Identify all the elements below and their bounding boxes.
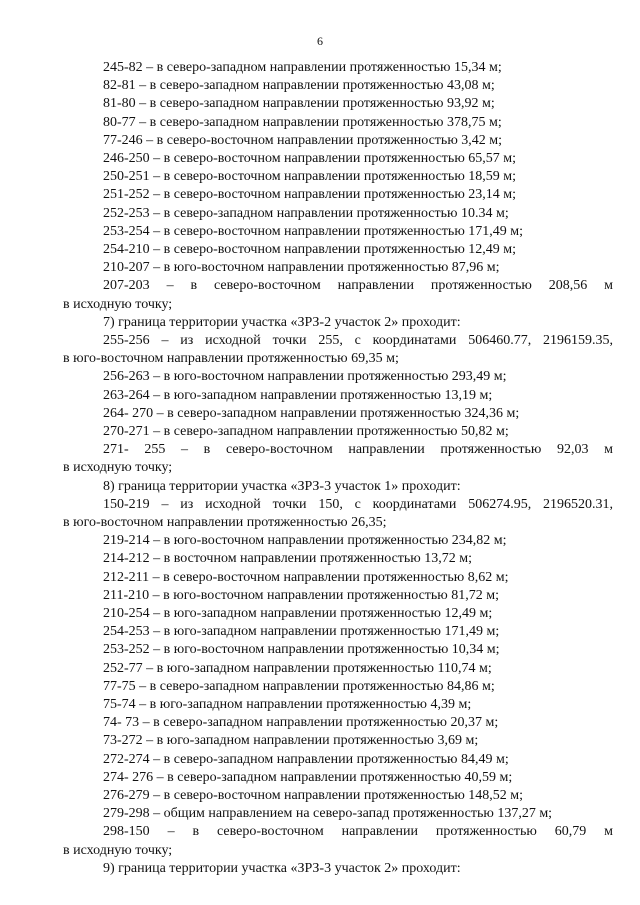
text-line: 274- 276 – в северо-западном направлении протяженностью 40,59 м; <box>103 769 513 785</box>
text-line: 263-264 – в юго-западном направлении протяженностью 13,19 м; <box>103 387 493 403</box>
text-line-continuation: в исходную точку; <box>63 842 173 858</box>
text-line-continuation: в исходную точку; <box>63 460 173 476</box>
text-line: 211-210 – в юго-восточном направлении протяженностью 81,72 м; <box>103 587 500 603</box>
text-line: 271- 255 – в северо-восточном направлении протяженностью 92,03 м <box>103 442 613 458</box>
text-line: 250-251 – в северо-восточном направлении протяженностью 18,59 м; <box>103 169 517 185</box>
text-line-continuation: в юго-восточном направлении протяженностью 69,35 м; <box>63 351 399 367</box>
text-line: 77-246 – в северо-восточном направлении протяженностью 3,42 м; <box>103 132 503 148</box>
page-number: 6 <box>317 34 323 48</box>
text-line: 276-279 – в северо-восточном направлении протяженностью 148,52 м; <box>103 788 524 804</box>
text-line: 264- 270 – в северо-западном направлении протяженностью 324,36 м; <box>103 405 520 421</box>
text-line: 252-77 – в юго-западном направлении протяженностью 110,74 м; <box>103 660 492 676</box>
text-line: 255-256 – из исходной точки 255, с координатами 506460.77, 2196159.35, <box>103 333 613 349</box>
text-line: 214-212 – в восточном направлении протяженностью 13,72 м; <box>103 551 473 567</box>
text-line: 270-271 – в северо-западном направлении протяженностью 50,82 м; <box>103 424 509 440</box>
text-line: 253-252 – в юго-восточном направлении протяженностью 10,34 м; <box>103 642 500 658</box>
text-line: 212-211 – в северо-восточном направлении протяженностью 8,62 м; <box>103 569 509 585</box>
text-line-continuation: в исходную точку; <box>63 296 173 312</box>
text-line: 77-75 – в северо-западном направлении протяженностью 84,86 м; <box>103 678 495 694</box>
text-line: 81-80 – в северо-западном направлении протяженностью 93,92 м; <box>103 96 495 112</box>
text-line: 279-298 – общим направлением на северо-запад протяженностью 137,27 м; <box>103 806 553 822</box>
text-line: 75-74 – в юго-западном направлении протяженностью 4,39 м; <box>103 697 472 713</box>
text-line: 7) граница территории участка «ЗРЗ-2 участок 2» проходит: <box>103 314 461 330</box>
text-line: 82-81 – в северо-западном направлении протяженностью 43,08 м; <box>103 78 495 94</box>
text-line: 80-77 – в северо-западном направлении протяженностью 378,75 м; <box>103 114 502 130</box>
text-line: 256-263 – в юго-восточном направлении протяженностью 293,49 м; <box>103 369 507 385</box>
text-line: 254-210 – в северо-восточном направлении протяженностью 12,49 м; <box>103 242 517 258</box>
text-line: 298-150 – в северо-восточном направлении протяженностью 60,79 м <box>103 824 613 840</box>
text-line: 254-253 – в юго-западном направлении протяженностью 171,49 м; <box>103 624 500 640</box>
text-line: 207-203 – в северо-восточном направлении протяженностью 208,56 м <box>103 278 613 294</box>
text-line-continuation: в юго-восточном направлении протяженностью 26,35; <box>63 515 387 531</box>
text-line: 73-272 – в юго-западном направлении протяженностью 3,69 м; <box>103 733 479 749</box>
text-line: 246-250 – в северо-восточном направлении протяженностью 65,57 м; <box>103 151 517 167</box>
text-line: 210-207 – в юго-восточном направлении протяженностью 87,96 м; <box>103 260 500 276</box>
text-line: 272-274 – в северо-западном направлении протяженностью 84,49 м; <box>103 751 509 767</box>
text-line: 74- 73 – в северо-западном направлении протяженностью 20,37 м; <box>103 715 499 731</box>
text-line: 219-214 – в юго-восточном направлении протяженностью 234,82 м; <box>103 533 507 549</box>
text-line: 150-219 – из исходной точки 150, с координатами 506274.95, 2196520.31, <box>103 496 613 512</box>
document-body <box>63 59 613 878</box>
text-line: 251-252 – в северо-восточном направлении протяженностью 23,14 м; <box>103 187 517 203</box>
text-line: 253-254 – в северо-восточном направлении протяженностью 171,49 м; <box>103 223 524 239</box>
text-line: 210-254 – в юго-западном направлении протяженностью 12,49 м; <box>103 606 493 622</box>
text-line: 8) граница территории участка «ЗРЗ-3 участок 1» проходит: <box>103 478 461 494</box>
text-line: 9) граница территории участка «ЗРЗ-3 участок 2» проходит: <box>103 860 461 876</box>
text-line: 252-253 – в северо-западном направлении протяженностью 10.34 м; <box>103 205 509 221</box>
text-line: 245-82 – в северо-западном направлении протяженностью 15,34 м; <box>103 60 502 75</box>
